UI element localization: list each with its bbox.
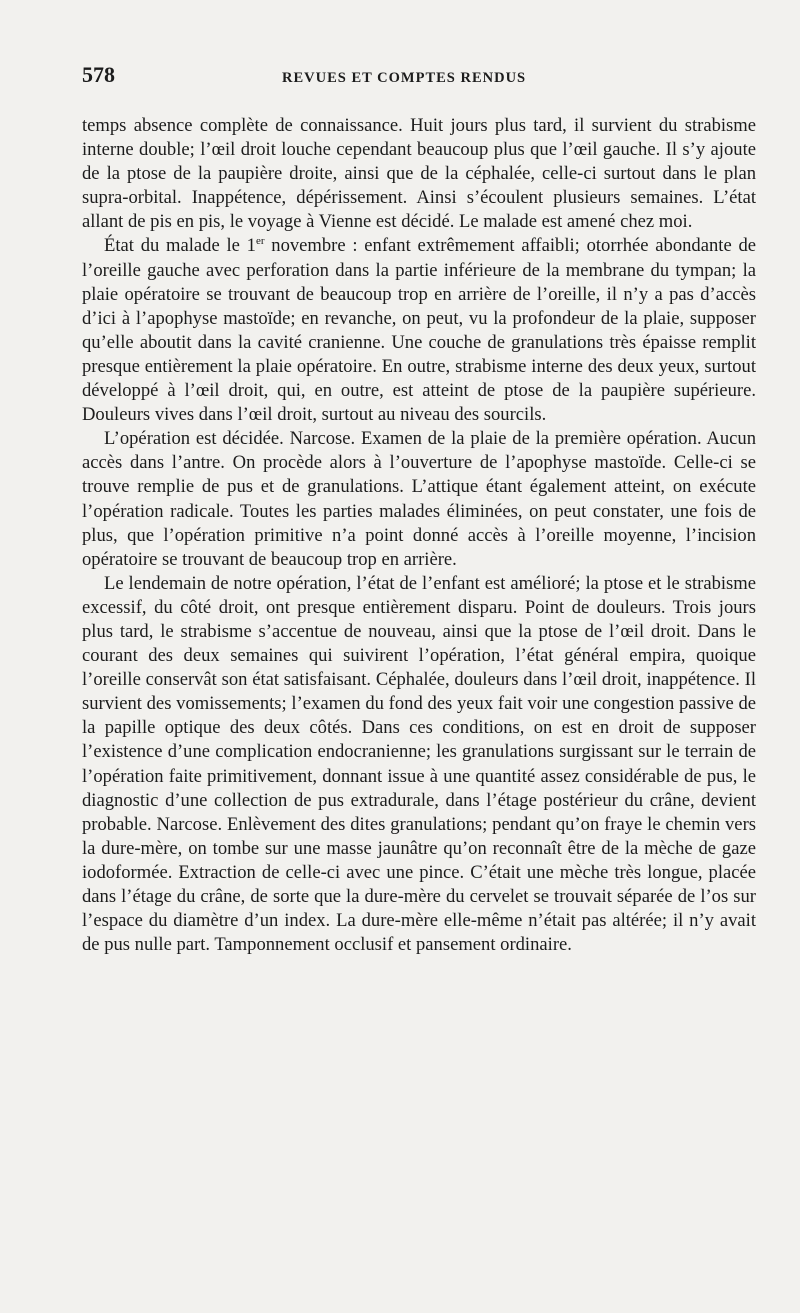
paragraph-2-rest: novembre : enfant extrêmement affaibli; otorrhée abondante de l’oreille gauche avec perforation dans la partie inférieure de la membrane du tympan; la plaie opératoire se trouvant de beaucoup trop en arrière de l’oreille, il n’y a pas d’accès d’ici à l’apophyse mastoïde; en revanche, on peut, vu la profondeur de la plaie, supposer qu’elle aboutit dans la cavité cranienne. Une couche de granulations très épaisse remplit presque entièrement la plaie opératoire. En outre, strabisme interne des deux yeux, surtout développé à l’œil droit, qui, en outre, est atteint de ptose de la paupière supérieure. Douleurs vives dans l’œil droit, surtout au niveau des sourcils. [82, 235, 757, 426]
page-number: 578 [82, 62, 115, 87]
page-header [82, 62, 756, 96]
paragraph-3: L’opération est décidée. Narcose. Examen de la plaie de la première opération. Aucun accès dans l’antre. On procède alors à l’ouverture de l’apophyse mastoïde. Celle-ci se trouve remplie de pus et de granulations. L’attique étant également atteint, on exécute l’opération radicale. Toutes les parties malades éliminées, on peut constater, une fois de plus, que l’opération primitive n’a point donné accès à l’oreille moyenne, l’incision opératoire se trouvant de beaucoup trop en arrière. [82, 428, 756, 570]
paragraph-2-start: État du malade le 1 [104, 235, 256, 257]
running-head: REVUES ET COMPTES RENDUS [282, 70, 527, 86]
body-text [82, 114, 756, 957]
superscript-er: er [255, 235, 265, 248]
paragraph-1: temps absence complète de connaissance. Huit jours plus tard, il survient du strabisme interne double; l’œil droit louche cependant beaucoup plus que l’œil gauche. Il s’y ajoute de la ptose de la paupière droite, ainsi que de la céphalée, celle-ci surtout dans le plan supra-orbital. Inappétence, dépérissement. Ainsi s’écoulent plusieurs semaines. L’état allant de pis en pis, le voyage à Vienne est décidé. Le malade est amené chez moi. [82, 115, 756, 233]
paragraph-2 [82, 234, 756, 427]
paragraph-4: Le lendemain de notre opération, l’état de l’enfant est amélioré; la ptose et le strabisme excessif, du côté droit, ont presque entièrement disparu. Point de douleurs. Trois jours plus tard, le strabisme s’accentue de nouveau, ainsi que la ptose de l’œil droit. Dans le courant des deux semaines qui suivirent l’opération, l’état général empira, quoique l’oreille conservât son état satisfaisant. Céphalée, douleurs dans l’œil droit, inappétence. Il survient des vomissements; l’examen du fond des yeux fait voir une congestion passive de la papille optique des deux côtés. Dans ces conditions, on est en droit de supposer l’existence d’une complication endocranienne; les granulations surgissant sur le terrain de l’opération faite primitivement, donnant issue à une quantité assez considérable de pus, le diagnostic d’une collection de pus extradurale, dans l’étage postérieur du crâne, devient probable. Narcose. Enlèvement des dites granulations; pendant qu’on fraye le chemin vers la dure-mère, on tombe sur une masse jaunâtre qu’on reconnaît être de la mèche de gaze iodoformée. Extraction de celle-ci avec une pince. C’était une mèche très longue, placée dans l’étage du crâne, de sorte que la dure-mère du cervelet se trouvait séparée de l’os sur l’espace du diamètre d’un index. La dure-mère elle-même n’était pas altérée; il n’y avait de pus nulle part. Tamponnement occlusif et pansement ordinaire. [82, 572, 756, 956]
